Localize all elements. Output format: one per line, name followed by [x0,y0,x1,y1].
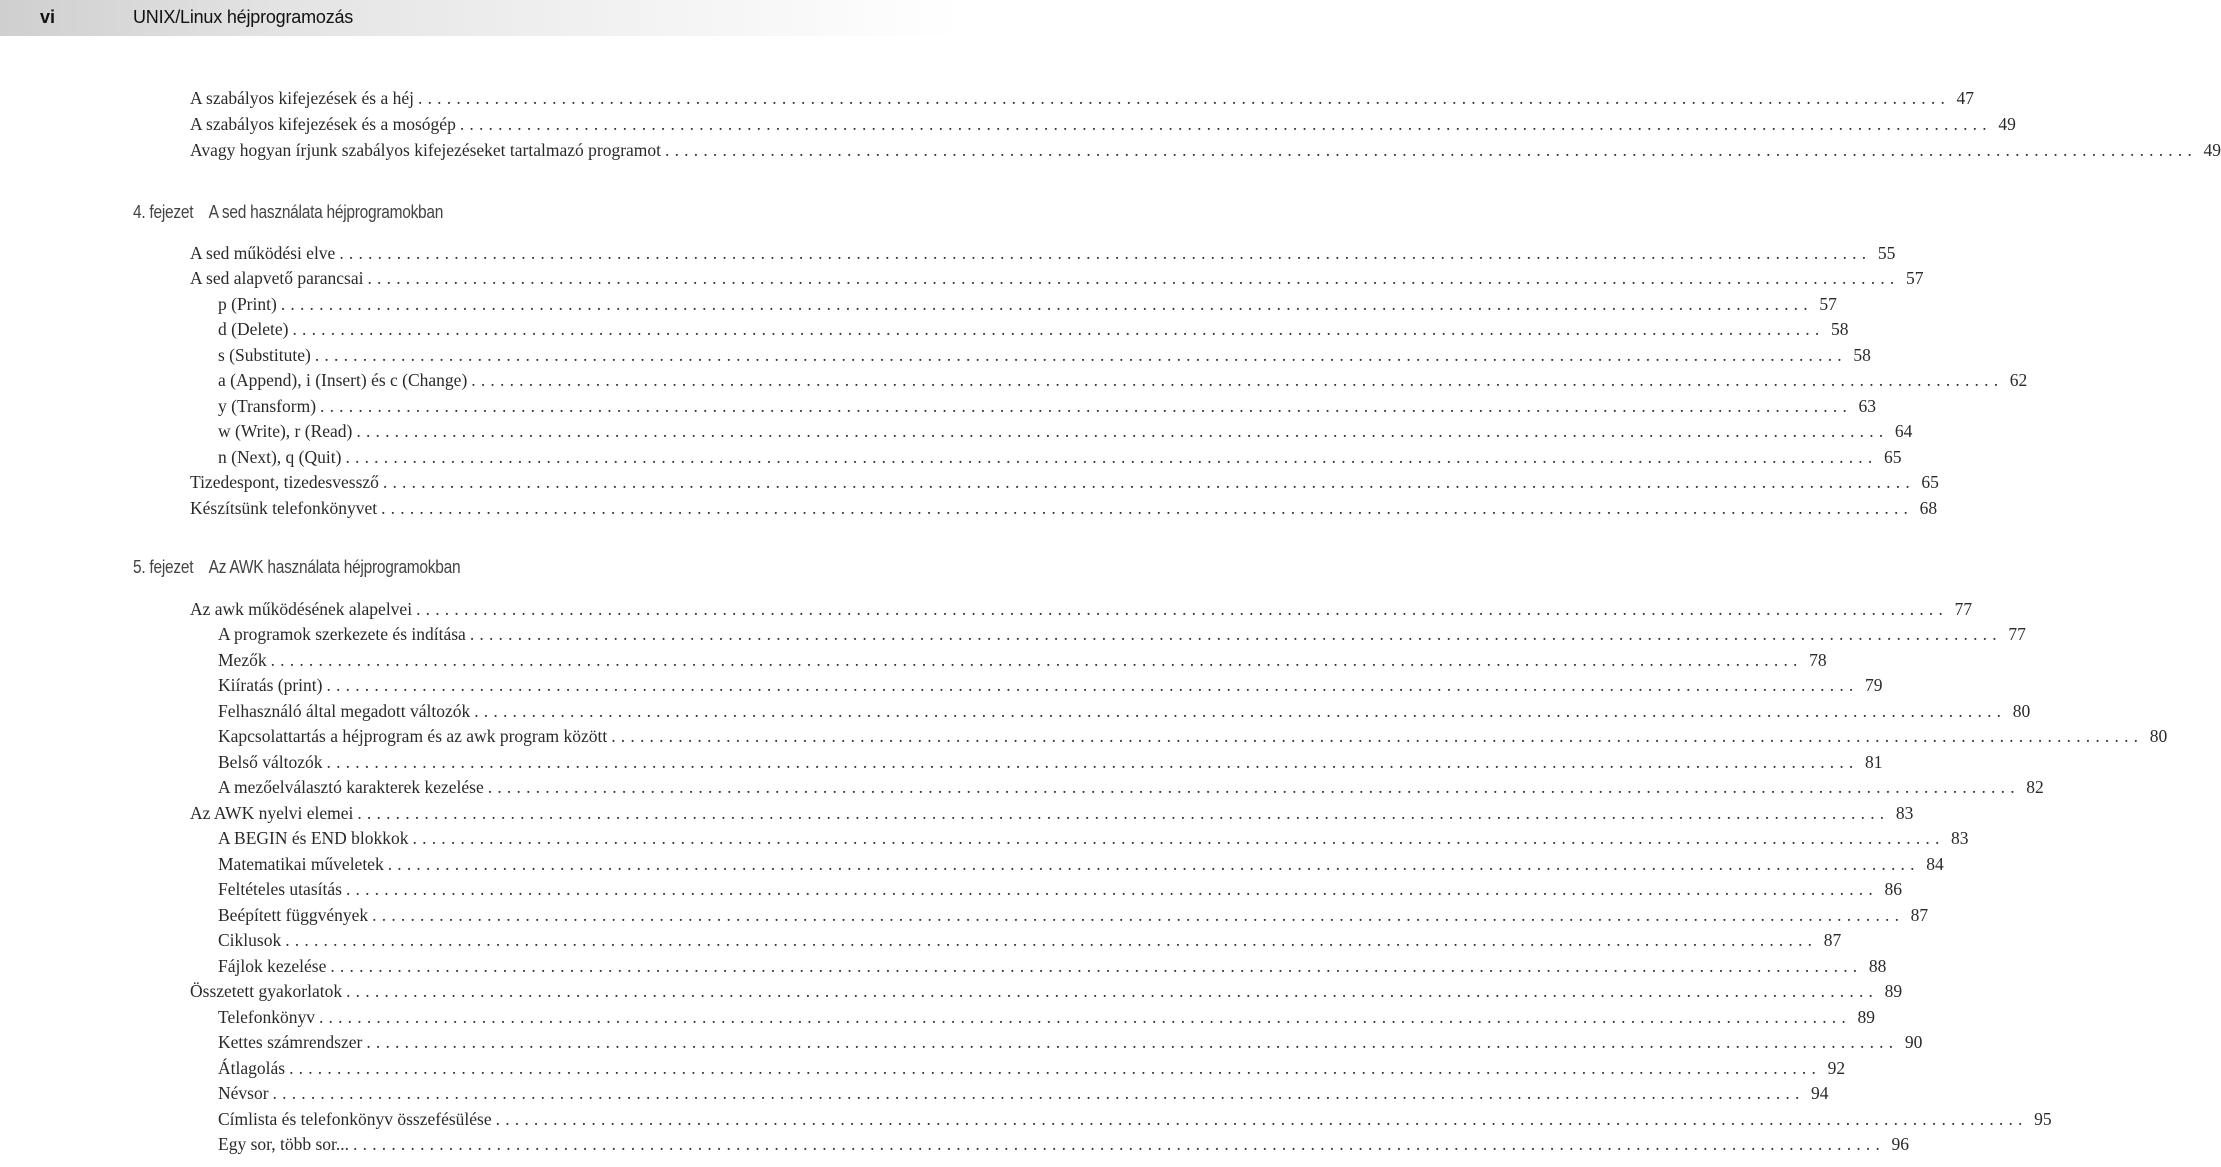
toc-entry-page: 89 [1857,1007,1875,1027]
dot-leader: ................................................................................................................................................................ [270,650,1803,670]
toc-entry-page: 80 [2012,701,2031,721]
dot-leader: ................................................................................................................................................................ [330,956,1863,976]
toc-entry-title: Címlista és telefonkönyv összefésülése [218,1109,492,1129]
toc-entry [218,954,1887,978]
chapter-number: 4. fejezet [133,202,194,222]
toc-entry-page: 55 [1877,243,1896,263]
toc-entry [218,826,1969,850]
toc-entry-title: Felhasználó által megadott változók [218,701,471,721]
toc-entry [218,317,1849,341]
dot-leader: ................................................................................................................................................................ [412,828,1945,848]
toc-entry-title: Feltételes utasítás [218,879,342,899]
toc-entry [218,750,1883,774]
toc-entry-page: 57 [1905,268,1924,288]
toc-entry-page: 94 [1811,1083,1829,1103]
dot-leader: ................................................................................................................................................................ [372,905,1905,925]
running-header [0,0,960,36]
toc-entry-page: 83 [1895,803,1914,823]
toc-entry-page: 87 [1910,905,1929,925]
dot-leader: ................................................................................................................................................................ [272,1083,1805,1103]
toc-entry [190,496,1938,520]
toc-entry [190,241,1896,265]
toc-entry-page: 81 [1865,752,1883,772]
dot-leader: ................................................................................................................................................................ [314,345,1847,365]
toc-entry-title: d (Delete) [218,319,289,339]
dot-leader: ................................................................................................................................................................ [382,472,1915,492]
toc-entry [218,699,2031,723]
toc-entry-title: Beépített függvények [218,905,369,925]
toc-entry [218,1107,2052,1131]
toc-entry-title: Telefonkönyv [218,1007,315,1027]
toc-entry [218,648,1827,672]
toc-entry-page: 92 [1827,1058,1846,1078]
toc-entry-page: 57 [1819,294,1837,314]
dot-leader: ................................................................................................................................................................ [285,930,1818,950]
toc-entry-page: 63 [1858,396,1877,416]
dot-leader: ................................................................................................................................................................ [611,726,2144,746]
toc-entry-page: 77 [2008,624,2026,644]
dot-leader: ................................................................................................................................................................ [280,294,1813,314]
toc-entry [190,138,2221,162]
toc-entry [218,903,1929,927]
toc-entry-title: s (Substitute) [218,345,311,365]
toc-entry-title: Az awk működésének alapelvei [190,599,413,619]
chapter-heading-5 [133,557,460,578]
toc-entry-page: 64 [1894,421,1913,441]
page-number: vi [40,7,56,27]
dot-leader: ................................................................................................................................................................ [345,447,1878,467]
toc-entry-page: 86 [1884,879,1902,899]
toc-entry-page: 82 [2026,777,2044,797]
toc-entry-page: 96 [1891,1134,1910,1154]
toc-entry-title: Átlagolás [218,1058,286,1078]
toc-entry-title: Fájlok kezelése [218,956,327,976]
toc-entry [190,470,1939,494]
dot-leader: ................................................................................................................................................................ [474,701,2007,721]
toc-entry-page: 90 [1904,1032,1923,1052]
dot-leader: ................................................................................................................................................................ [345,879,1878,899]
toc-entry-title: Névsor [218,1083,269,1103]
dot-leader: ................................................................................................................................................................ [366,1032,1899,1052]
toc-entry-page: 62 [2009,370,2028,390]
toc-entry-page: 95 [2034,1109,2052,1129]
toc-entry-page: 47 [1956,88,1975,108]
toc-entry-page: 58 [1853,345,1871,365]
dot-leader: ................................................................................................................................................................ [418,88,1951,108]
dot-leader: ................................................................................................................................................................ [289,1058,1822,1078]
dot-leader: ................................................................................................................................................................ [487,777,2020,797]
toc-entry-page: 87 [1823,930,1842,950]
dot-leader: ................................................................................................................................................................ [367,268,1900,288]
toc-entry-title: A BEGIN és END blokkok [218,828,409,848]
dot-leader: ................................................................................................................................................................ [320,396,1853,416]
toc-entry [218,1056,1846,1080]
toc-entry-page: 79 [1864,675,1883,695]
dot-leader: ................................................................................................................................................................ [353,1134,1886,1154]
toc-entry-title: A programok szerkezete és indítása [218,624,466,644]
toc-entry [218,1005,1875,1029]
toc-entry-page: 78 [1809,650,1827,670]
dot-leader: ................................................................................................................................................................ [339,243,1872,263]
toc-entry-page: 83 [1951,828,1969,848]
toc-entry-page: 80 [2149,726,2168,746]
dot-leader: ................................................................................................................................................................ [665,140,2198,160]
chapter-heading-4 [133,202,443,223]
dot-leader: ................................................................................................................................................................ [381,498,1914,518]
toc-entry-page: 49 [2203,140,2221,160]
dot-leader: ................................................................................................................................................................ [326,752,1859,772]
toc-entry-title: Kettes számrendszer [218,1032,363,1052]
toc-entry-title: A szabályos kifejezések és a héj [190,88,415,108]
dot-leader: ................................................................................................................................................................ [469,624,2002,644]
toc-entry-page: 88 [1868,956,1887,976]
toc-entry [190,801,1914,825]
toc-entry [190,112,2016,136]
toc-entry-title: Tizedespont, tizedesvessző [190,472,379,492]
toc-entry [218,1081,1829,1105]
toc-entry [218,292,1837,316]
toc-entry-title: Kapcsolattartás a héjprogram és az awk program között [218,726,608,746]
dot-leader: ................................................................................................................................................................ [495,1109,2028,1129]
toc-entry-title: Kiíratás (print) [218,675,323,695]
toc-entry [218,673,1883,697]
toc-entry-page: 49 [1998,114,2016,134]
toc-entry-title: A sed működési elve [190,243,336,263]
toc-entry [190,86,1975,110]
toc-entry-title: Mezők [218,650,267,670]
toc-entry-title: a (Append), i (Insert) és c (Change) [218,370,468,390]
toc-entry-title: Matematikai műveletek [218,854,384,874]
toc-entry [218,928,1842,952]
toc-entry [218,343,1871,367]
toc-entry-title: w (Write), r (Read) [218,421,353,441]
toc-entry-page: 65 [1883,447,1902,467]
toc-entry-title: Az AWK nyelvi elemei [190,803,354,823]
dot-leader: ................................................................................................................................................................ [387,854,1920,874]
dot-leader: ................................................................................................................................................................ [292,319,1825,339]
toc-entry-page: 65 [1921,472,1939,492]
toc-entry-page: 68 [1919,498,1938,518]
toc-entry [218,394,1877,418]
chapter-title: A sed használata héjprogramokban [208,202,444,222]
toc-entry-page: 77 [1954,599,1973,619]
toc-entry-title: A sed alapvető parancsai [190,268,364,288]
toc-entry [218,852,1944,876]
toc-entry-title: p (Print) [218,294,277,314]
toc-entry [218,1132,1910,1156]
dot-leader: ................................................................................................................................................................ [416,599,1949,619]
chapter-title: Az AWK használata héjprogramokban [208,557,461,577]
toc-entry [218,775,2044,799]
toc-entry [218,877,1902,901]
dot-leader: ................................................................................................................................................................ [357,803,1890,823]
toc-entry [218,622,2026,646]
book-title: UNIX/Linux héjprogramozás [133,7,354,27]
toc-entry-title: A mezőelválasztó karakterek kezelése [218,777,484,797]
toc-entry [218,368,2028,392]
chapter-number: 5. fejezet [133,557,194,577]
toc-entry-title: n (Next), q (Quit) [218,447,342,467]
dot-leader: ................................................................................................................................................................ [459,114,1992,134]
toc-entry-page: 58 [1830,319,1849,339]
toc-entry-title: Avagy hogyan írjunk szabályos kifejezéseket tartalmazó programot [190,140,662,160]
toc-entry-title: Egy sor, több sor... [218,1134,350,1154]
dot-leader: ................................................................................................................................................................ [356,421,1889,441]
toc-entry-title: Ciklusok [218,930,282,950]
toc-entry [218,1030,1923,1054]
toc-entry-title: y (Transform) [218,396,317,416]
toc-entry-title: A szabályos kifejezések és a mosógép [190,114,456,134]
toc-entry-title: Összetett gyakorlatok [190,981,343,1001]
toc-entry [218,445,1902,469]
dot-leader: ................................................................................................................................................................ [318,1007,1851,1027]
dot-leader: ................................................................................................................................................................ [326,675,1859,695]
toc-entry [190,979,1903,1003]
toc-entry [190,266,1924,290]
toc-entry-page: 89 [1884,981,1903,1001]
toc-entry-page: 84 [1926,854,1944,874]
toc-entry-title: Készítsünk telefonkönyvet [190,498,378,518]
dot-leader: ................................................................................................................................................................ [346,981,1879,1001]
toc-entry [190,597,1973,621]
toc-entry [218,724,2168,748]
dot-leader: ................................................................................................................................................................ [471,370,2004,390]
toc-entry-title: Belső változók [218,752,323,772]
toc-entry [218,419,1913,443]
